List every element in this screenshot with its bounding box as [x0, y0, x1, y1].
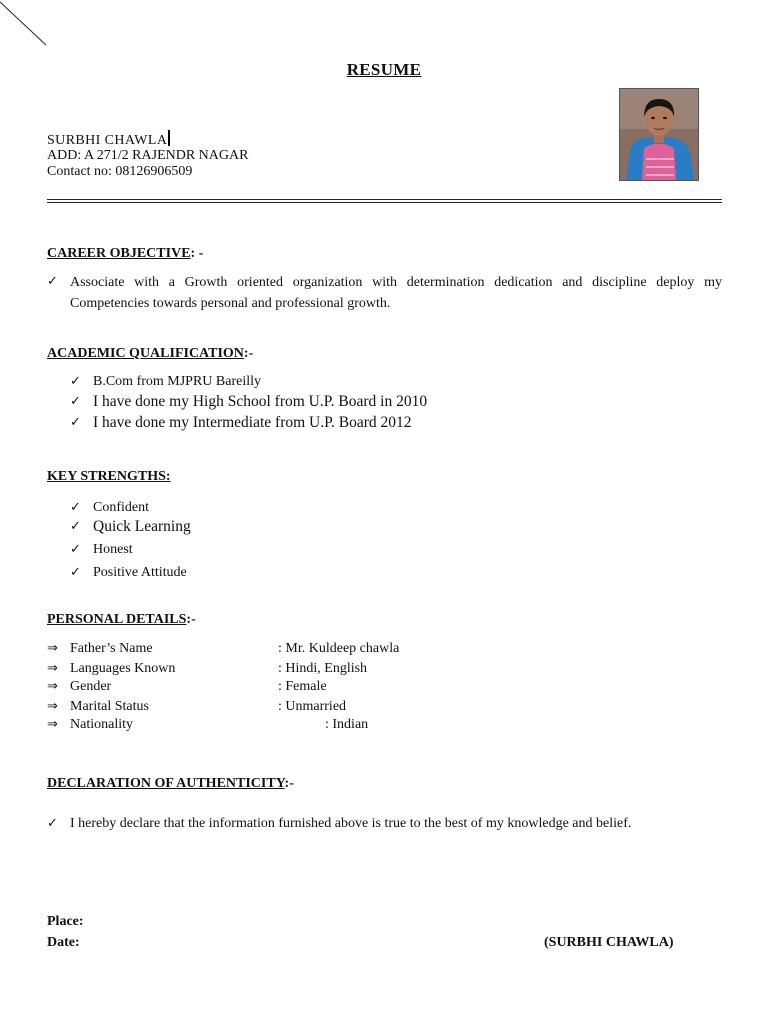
checkmark-icon: ✓ — [70, 519, 81, 534]
arrow-icon: ⇒ — [47, 641, 58, 656]
arrow-icon: ⇒ — [47, 717, 58, 732]
profile-photo — [619, 88, 699, 181]
strength-item: Quick Learning — [93, 518, 191, 535]
detail-label: Father’s Name — [70, 641, 153, 656]
checkmark-icon: ✓ — [70, 374, 81, 389]
checkmark-icon: ✓ — [70, 542, 81, 557]
detail-label: Nationality — [70, 717, 133, 732]
arrow-icon: ⇒ — [47, 661, 58, 676]
detail-value: : Hindi, English — [278, 661, 368, 676]
detail-label: Languages Known — [70, 661, 176, 676]
address: ADD: A 271/2 RAJENDR NAGAR — [47, 148, 249, 163]
academic-heading-suffix: :- — [243, 346, 254, 361]
career-objective-heading-text: CAREER OBJECTIVE — [47, 246, 191, 261]
career-objective-heading-suffix: : - — [190, 246, 204, 261]
header-divider-top — [47, 199, 722, 200]
academic-item: B.Com from MJPRU Bareilly — [93, 374, 262, 389]
detail-label: Marital Status — [70, 699, 149, 714]
checkmark-icon: ✓ — [70, 394, 81, 409]
detail-label: Gender — [70, 679, 112, 694]
detail-value: : Unmarried — [278, 699, 347, 714]
career-objective-text: Associate with a Growth oriented organization with determination dedication and discipline deploy my Competencies towards personal and professional growth. — [70, 275, 722, 311]
detail-value: : Indian — [325, 717, 369, 732]
arrow-icon: ⇒ — [47, 699, 58, 714]
arrow-icon: ⇒ — [47, 679, 58, 694]
academic-heading — [47, 346, 253, 362]
personal-details-heading-text: PERSONAL DETAILS — [47, 612, 187, 627]
academic-item: I have done my Intermediate from U.P. Board 2012 — [93, 414, 412, 431]
academic-item: I have done my High School from U.P. Board in 2010 — [93, 393, 428, 410]
checkmark-icon: ✓ — [47, 274, 58, 289]
date-label: Date: — [47, 935, 80, 950]
text-cursor — [168, 130, 170, 146]
checkmark-icon: ✓ — [70, 415, 81, 430]
declaration-heading-text: DECLARATION OF AUTHENTICITY — [47, 776, 285, 791]
detail-value: : Female — [278, 679, 327, 694]
page-title: RESUME — [346, 60, 422, 79]
strength-item: Honest — [93, 542, 133, 557]
personal-details-heading-suffix: :- — [186, 612, 196, 627]
header-divider-bottom — [47, 202, 722, 203]
declaration-text: I hereby declare that the information furnished above is true to the best of my knowledge and belief. — [70, 816, 632, 831]
checkmark-icon: ✓ — [70, 565, 81, 580]
personal-details-heading — [47, 612, 196, 628]
place-label: Place: — [47, 914, 84, 929]
contact-number: Contact no: 08126906509 — [47, 164, 193, 179]
strength-item: Positive Attitude — [93, 565, 187, 580]
checkmark-icon: ✓ — [70, 500, 81, 515]
corner-fold-line — [0, 0, 60, 60]
strength-item: Confident — [93, 500, 149, 515]
candidate-name-text: SURBHI CHAWLA — [47, 133, 168, 148]
career-objective-heading — [47, 246, 203, 262]
key-strengths-heading: KEY STRENGTHS: — [47, 469, 171, 484]
checkmark-icon: ✓ — [47, 816, 58, 831]
declaration-heading — [47, 776, 294, 792]
academic-heading-text: ACADEMIC QUALIFICATION — [47, 346, 244, 361]
declaration-heading-suffix: :- — [284, 776, 294, 791]
candidate-name — [47, 130, 170, 149]
signature-name: (SURBHI CHAWLA) — [544, 935, 674, 950]
detail-value: : Mr. Kuldeep chawla — [278, 641, 400, 656]
